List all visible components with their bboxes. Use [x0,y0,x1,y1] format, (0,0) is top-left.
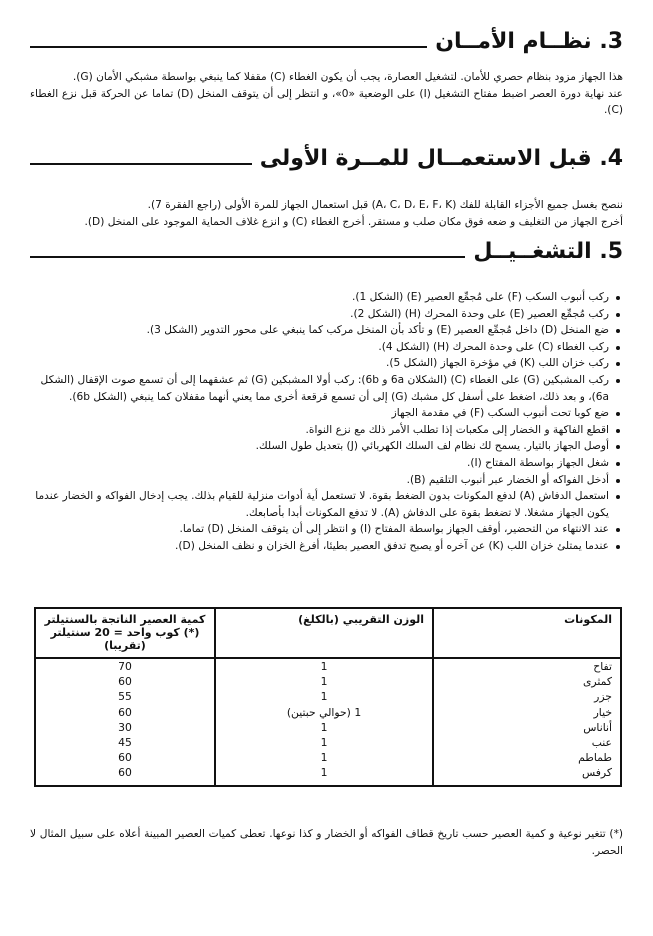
table-row [35,765,621,785]
table-row [35,689,621,704]
list-item: ضع كوبا تحت أنبوب السكب (F) في مقدمة الجهاز [30,405,609,422]
paragraph: ننصح بغسل جميع الأجزاء القابلة للفك (A، C، D، E، F، K) قبل استعمال الجهاز للمرة الأولى (راجع الفقرة 7). [147,199,623,211]
cell-ingredient: عنب [433,735,621,750]
header-juice-yield: كمية العصير الناتجة بالسنتيلتر (*) كوب واحد = 20 سنتيلتر (تقريبا) [35,608,215,658]
paragraph: عند نهاية دورة العصر اضبط مفتاح التشغيل (I) على الوضعية «0»، و انتظر إلى أن يتوقف المنخل (D) تماما عن الحركة قبل نزع الغطاء (C). [30,87,623,116]
cell-weight: 1 [215,765,433,785]
cell-weight: 1 [215,658,433,674]
section-4-body [30,197,623,230]
table-footnote [30,826,623,860]
operation-steps [30,289,623,555]
list-item: ضع المنخل (D) داخل مُجمِّع العصير (E) و تأكد بأن المنخل مركب كما ينبغي على محور التدوير (الشكل 3). [30,322,609,339]
section-3-heading [30,30,623,54]
cell-yield: 60 [35,674,215,689]
cell-weight: 1 [215,689,433,704]
cell-yield: 60 [35,750,215,765]
cell-ingredient: كمثرى [433,674,621,689]
list-item: ركب مُجمِّع العصير (E) على وحدة المحرك (H) (الشكل 2). [30,306,609,323]
cell-yield: 60 [35,765,215,785]
cell-yield: 60 [35,705,215,720]
table-row [35,750,621,765]
cell-yield: 30 [35,720,215,735]
table-row [35,658,621,674]
cell-weight: 1 [215,750,433,765]
cell-yield: 55 [35,689,215,704]
list-item: ركب أنبوب السكب (F) على مُجمِّع العصير (E) (الشكل 1). [30,289,609,306]
section-4-heading [30,147,623,171]
cell-ingredient: أناناس [433,720,621,735]
cell-weight: 1 (حوالي حبتين) [215,705,433,720]
header-ingredients: المكونات [433,608,621,658]
cell-ingredient: طماطم [433,750,621,765]
table-row [35,674,621,689]
cell-ingredient: تفاح [433,658,621,674]
section-4-title: 4. قبل الاستعمــال للمــرة الأولى [259,146,623,171]
list-item: عند الانتهاء من التحضير، أوقف الجهاز بواسطة المفتاح (I) و انتظر إلى أن يتوقف المنخل (D) تماما. [30,521,609,538]
table-header-row [35,608,621,658]
cell-ingredient: خيار [433,705,621,720]
header-weight: الوزن التقريبي (بالكلغ) [215,608,433,658]
list-item: شغل الجهاز بواسطة المفتاح (I). [30,455,609,472]
heading-rule [30,256,465,258]
list-item: اقطع الفاكهة و الخضار إلى مكعبات إذا تطلب الأمر ذلك مع نزع النواة. [30,422,609,439]
cell-weight: 1 [215,720,433,735]
cell-weight: 1 [215,735,433,750]
section-3-body [30,69,623,119]
list-item: ركب خزان اللب (K) في مؤخرة الجهاز (الشكل 5). [30,355,609,372]
paragraph: هذا الجهاز مزود بنظام حصري للأمان. لتشغيل العصارة، يجب أن يكون الغطاء (C) مقفلا كما ينبغي بواسطة مشبكي الأمان (G). [72,71,623,83]
cell-weight: 1 [215,674,433,689]
heading-rule [30,46,427,48]
heading-rule [30,163,252,165]
table-row [35,735,621,750]
list-item: أوصل الجهاز بالتيار. يسمح لك نظام لف السلك الكهربائي (J) بتعديل طول السلك. [30,438,609,455]
paragraph: أخرج الجهاز من التغليف و ضعه فوق مكان صلب و مستقر. أخرج الغطاء (C) و انزع غلاف الحماية الموجود على المنخل (D). [84,215,623,228]
list-item: ركب الغطاء (C) على وحدة المحرك (H) (الشكل 4). [30,339,609,356]
list-item: أدخل الفواكه أو الخضار عبر أنبوب التلقيم (B). [30,472,609,489]
juice-yield-table [34,607,622,787]
cell-ingredient: جزر [433,689,621,704]
footnote-text: (*) تتغير نوعية و كمية العصير حسب تاريخ قطاف الفواكه أو الخضار و كذا نوعها. تعطى كميات العصير المبينة أعلاه على سبيل المثال لا الحصر. [30,828,623,857]
list-item: ركب المشبكين (G) على الغطاء (C) (الشكلان 6a و 6b): ركب أولا المشبكين (G) ثم عشقهما إلى أن تسمع صوت الإقفال (الشكل 6a)، و بعد ذلك، اضغط على أسفل كل مشبك (G) إلى أن تسمع قرقعة أخرى مما يعني أنهما مقفلان كما ينبغي (الشكل 6b). [30,372,609,405]
table-row [35,720,621,735]
cell-yield: 70 [35,658,215,674]
table-row [35,705,621,720]
list-item: استعمل الدفاش (A) لدفع المكونات بدون الضغط بقوة. لا تستعمل أية أدوات منزلية للقيام بذلك. يجب إدخال الفواكه و الخضار عندما يكون الجهاز مشغلا. لا تضغط بقوة على الدفاش (A). لا تدفع المكونات أبدا بأصابعك. [30,488,609,521]
section-3-title: 3. نظــام الأمــان [435,29,623,54]
cell-ingredient: كرفس [433,765,621,785]
section-5-heading [30,240,623,264]
cell-yield: 45 [35,735,215,750]
list-item: عندما يمتلئ خزان اللب (K) عن آخره أو يصبح تدفق العصير بطيئا، أفرغ الخزان و نظف المنخل (D). [30,538,609,555]
section-5-title: 5. التشغــيــل [473,239,623,264]
